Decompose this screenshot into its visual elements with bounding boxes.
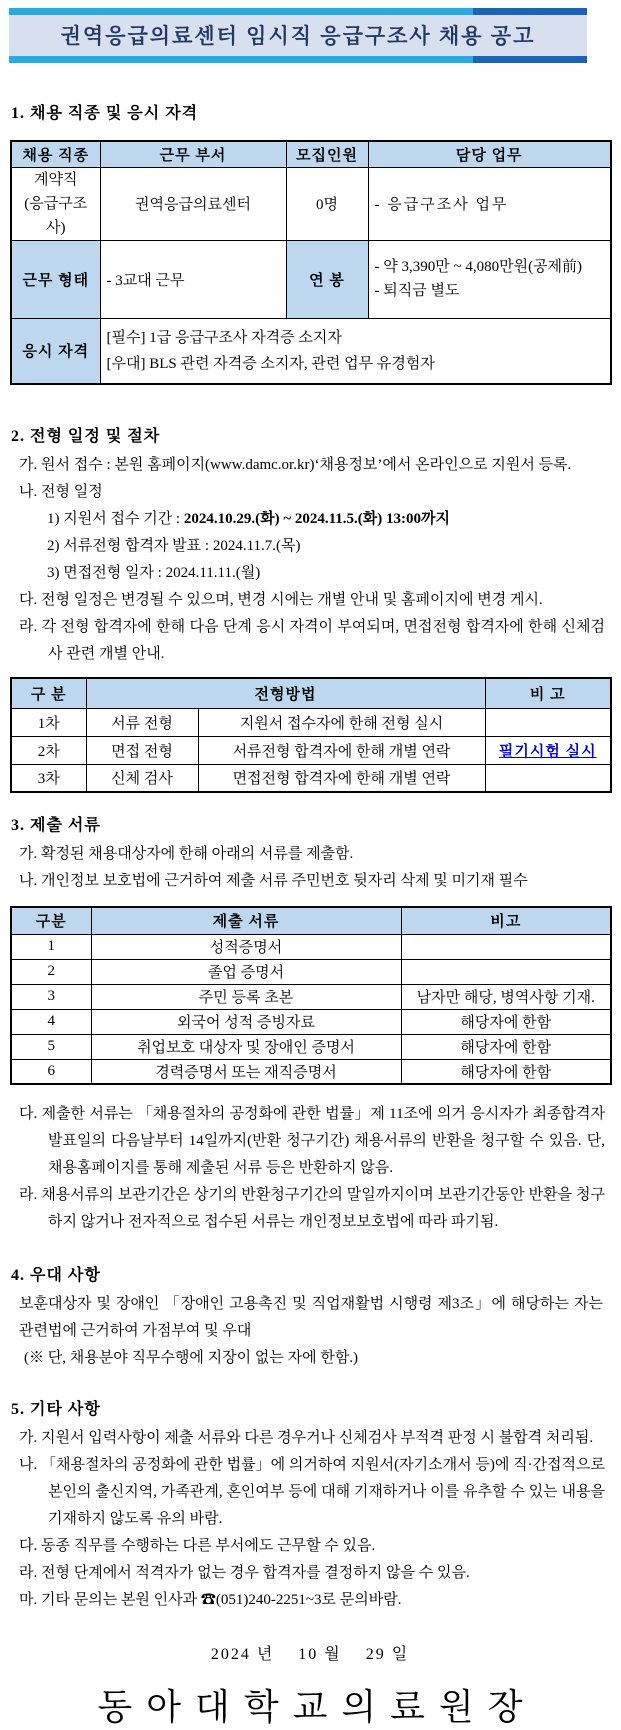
- banner-top-bar-cyan: [9, 8, 473, 15]
- section-5-heading: 5. 기타 사항: [11, 1401, 101, 1418]
- work-type-label: 근무 형태: [11, 240, 100, 318]
- process-header-stage: 구 분: [11, 678, 86, 708]
- etc-item-ra: 라. 전형 단계에서 적격자가 없는 경우 합격자를 결정하지 않을 수 있음.: [19, 1565, 470, 1581]
- table-row: [11, 318, 611, 384]
- banner-bottom-bar-dark: [473, 56, 587, 63]
- table-row: 2 졸업 증명서: [11, 959, 611, 984]
- table-row: 3 주민 등록 초본 남자만 해당, 병역사항 기재.: [11, 984, 611, 1009]
- banner-top-bar: [9, 8, 587, 15]
- title-banner: [9, 8, 587, 63]
- table-row: 3차 신체 검사 면접전형 합격자에 한해 개별 연락: [11, 764, 611, 792]
- section-3-heading: 3. 제출 서류: [11, 817, 101, 834]
- schedule-change-item: 다. 전형 일정은 변경될 수 있으며, 변경 시에는 개별 안내 및 홈페이지에 변경 게시.: [19, 592, 543, 608]
- document-retention-item: 라. 채용서류의 보관기간은 상기의 반환청구기간의 말일까지이며 보관기간동안 반환을 청구하지 않거나 전자적으로 접수된 서류는 개인정보보호법에 따라 파기됨.: [19, 1187, 605, 1230]
- schedule-item-3: 3) 면접전형 일자 : 2024.11.11.(월): [47, 565, 261, 581]
- document-title: 권역응급의료센터 임시직 응급구조사 채용 공고: [60, 24, 536, 48]
- job-table-header-quota: 모집인원: [286, 141, 368, 167]
- banner-bottom-bar: [9, 56, 587, 63]
- written-test-note-cell: [485, 736, 611, 764]
- process-table: [10, 677, 612, 793]
- salary-value: - 약 3,390만 ~ 4,080만원(공제前) - 퇴직금 별도: [368, 240, 611, 318]
- etc-item-na: 나. 「채용절차의 공정화에 관한 법률」에 의거하여 지원서(자기소개서 등)에 직·간접적으로 본인의 출신지역, 가족관계, 혼인여부 등에 대해 기재하거나 이를 유추할 수 있는 내용을 기재하지 않도록 유의 바람.: [19, 1457, 605, 1527]
- issue-date: 2024 년 10 월 29 일: [210, 1646, 410, 1663]
- section-1-heading: 1. 채용 직종 및 응시 자격: [11, 105, 199, 122]
- preference-condition: (※ 단, 채용분야 직무수행에 지장이 없는 자에 한함.): [24, 1350, 359, 1366]
- process-table-header-row: [11, 678, 611, 708]
- job-table-header-type: 채용 직종: [11, 141, 100, 167]
- application-period-label: 1) 지원서 접수 기간 :: [47, 511, 184, 527]
- etc-item-ma: 마. 기타 문의는 본원 인사과 ☎(051)240-2251~3로 문의바람.: [19, 1592, 402, 1608]
- application-period-dates: 2024.10.29.(화) ~ 2024.11.5.(화) 13:00까지: [183, 511, 451, 527]
- table-row: [11, 240, 611, 318]
- table-row: 2차 면접 전형 서류전형 합격자에 한해 개별 연락 필기시험 실시: [11, 736, 611, 764]
- documents-header-no: 구분: [11, 907, 91, 934]
- work-type-value: - 3교대 근무: [100, 240, 286, 318]
- section-4-heading: 4. 우대 사항: [11, 1267, 101, 1284]
- documents-header-doc: 제출 서류: [91, 907, 401, 934]
- banner-band: [9, 15, 587, 56]
- privacy-notice-item: 나. 개인정보 보호법에 근거하여 제출 서류 주민번호 뒷자리 삭제 및 미기재 필수: [19, 873, 528, 889]
- issuer-signature: 동아대학교의료원장: [97, 1687, 537, 1727]
- schedule-label-item: 나. 전형 일정: [19, 484, 103, 500]
- job-type-cell: 계약직 (응급구조사): [11, 167, 100, 240]
- job-table-header-duty: 담당 업무: [368, 141, 611, 167]
- table-row: [11, 167, 611, 240]
- table-row: 4 외국어 성적 증빙자료 해당자에 한함: [11, 1009, 611, 1034]
- schedule-item-1: [47, 506, 605, 533]
- application-method-item: 가. 원서 접수 : 본원 홈페이지(www.damc.or.kr)‘채용정보’에서 온라인으로 지원서 등록.: [19, 457, 572, 473]
- banner-bottom-bar-cyan: [9, 56, 473, 63]
- etc-item-da: 다. 동종 직무를 수행하는 다른 부서에도 근무할 수 있음.: [19, 1538, 376, 1554]
- section-2-heading: 2. 전형 일정 및 절차: [11, 428, 161, 445]
- qualification-label: 응시 자격: [11, 318, 100, 384]
- written-test-link[interactable]: 필기시험 실시: [498, 743, 597, 760]
- documents-table: [10, 906, 612, 1085]
- qualification-value: [필수] 1급 응급구조사 자격증 소지자 [우대] BLS 관련 자격증 소지자, 관련 업무 유경험자: [100, 318, 611, 384]
- job-duty-cell: - 응급구조사 업무: [368, 167, 611, 240]
- job-quota-cell: 0명: [286, 167, 368, 240]
- stage-qualification-item: 라. 각 전형 합격자에 한해 다음 단계 응시 자격이 부여되며, 면접전형 합격자에 한해 신체검사 관련 개별 안내.: [19, 619, 605, 662]
- process-header-method: 전형방법: [86, 678, 485, 708]
- table-row: 5 취업보호 대상자 및 장애인 증명서 해당자에 한함: [11, 1034, 611, 1059]
- job-table: [10, 140, 612, 385]
- job-dept-cell: 권역응급의료센터: [100, 167, 286, 240]
- documents-table-header-row: [11, 907, 611, 934]
- table-row: 1 성적증명서: [11, 934, 611, 959]
- job-table-header-dept: 근무 부서: [100, 141, 286, 167]
- preference-paragraph: 보훈대상자 및 장애인 「장애인 고용촉진 및 직업재활법 시행령 제3조」에 해당하는 자는 관련법에 근거하여 가점부여 및 우대: [19, 1296, 603, 1339]
- documents-header-note: 비고: [401, 907, 611, 934]
- submission-target-item: 가. 확정된 채용대상자에 한해 아래의 서류를 제출함.: [19, 846, 354, 862]
- job-table-header-row: [11, 141, 611, 167]
- salary-label: 연 봉: [286, 240, 368, 318]
- banner-top-bar-dark: [473, 8, 587, 15]
- process-header-note: 비 고: [485, 678, 611, 708]
- etc-item-ga: 가. 지원서 입력사항이 제출 서류와 다른 경우거나 신체검사 부적격 판정 시 불합격 처리됨.: [19, 1430, 594, 1446]
- table-row: 1차 서류 전형 지원서 접수자에 한해 전형 실시: [11, 708, 611, 736]
- document-return-item: 다. 제출한 서류는 「채용절차의 공정화에 관한 법률」제 11조에 의거 응시자가 최종합격자 발표일의 다음날부터 14일까지(반환 청구기간) 채용서류의 반환을 청구할 수 있음. 단, 채용홈페이지를 통해 제출된 서류 등은 반환하지 않음.: [19, 1106, 605, 1176]
- table-row: 6 경력증명서 또는 재직증명서 해당자에 한함: [11, 1059, 611, 1084]
- schedule-item-2: 2) 서류전형 합격자 발표 : 2024.11.7.(목): [47, 538, 301, 554]
